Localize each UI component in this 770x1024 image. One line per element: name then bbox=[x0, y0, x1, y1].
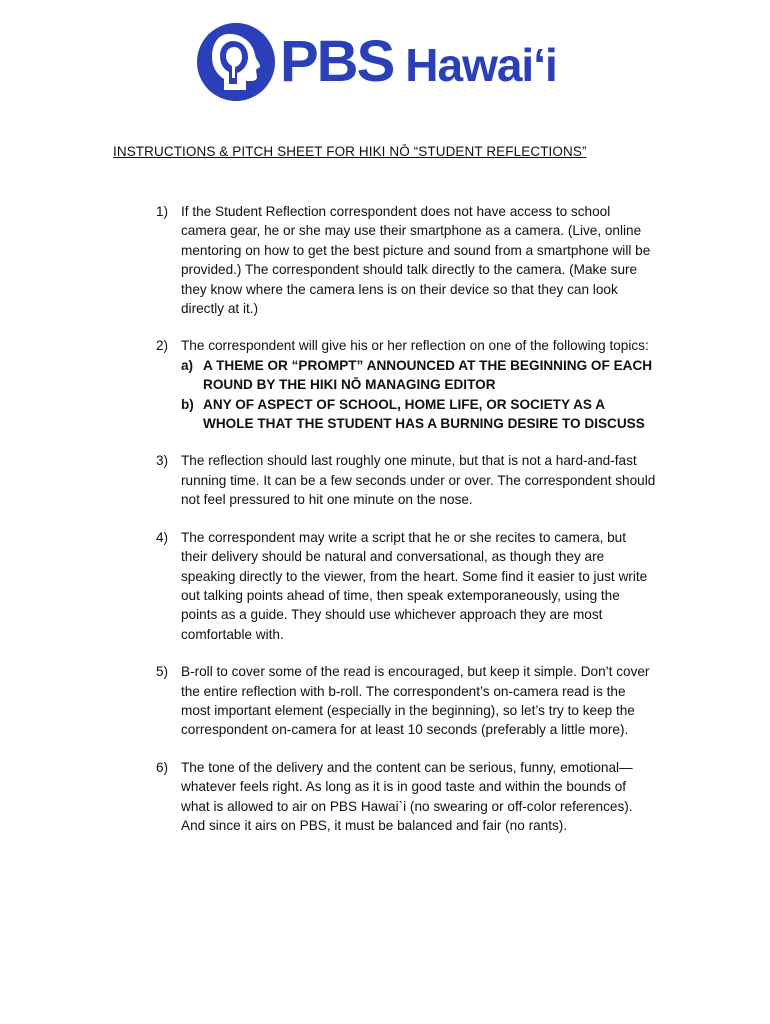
list-item bbox=[156, 336, 656, 433]
sub-item-letter: a) bbox=[181, 357, 194, 373]
item-text: The reflection should last roughly one minute, but that is not a hard-and-fast running time. It can be a few seconds under or over. The correspondent should not feel pressured to hit one minute on the nose. bbox=[181, 453, 656, 508]
list-item bbox=[156, 662, 656, 740]
pbs-hawaii-logo bbox=[196, 22, 557, 102]
sub-item bbox=[181, 395, 656, 434]
logo-wordmark-pbs: PBS bbox=[280, 29, 394, 94]
list-item bbox=[156, 451, 656, 509]
item-number: 1) bbox=[156, 204, 169, 219]
item-number: 3) bbox=[156, 453, 169, 469]
sub-item bbox=[181, 356, 656, 395]
item-text: The correspondent may write a script that he or she recites to camera, but their delivery should be natural and conversational, as though they are speaking directly to the viewer, from the heart. Some find it easier to just write out talking points ahead of time, then speak extemporaneously, using the points as a guide. They should use whichever approach they are most comfortable with. bbox=[181, 529, 648, 642]
document-title: INSTRUCTIONS & PITCH SHEET FOR HIKI NŌ “STUDENT REFLECTIONS” bbox=[113, 144, 587, 159]
item-number: 2) bbox=[156, 338, 169, 354]
list-item bbox=[156, 528, 656, 644]
item-number: 4) bbox=[156, 529, 169, 545]
sub-item-letter: b) bbox=[181, 396, 194, 412]
item-text: If the Student Reflection correspondent does not have access to school camera gear, he or she may use their smartphone as a camera. (Live, online mentoring on how to get the best picture and sound from a smartphone will be provided.) The correspondent should talk directly to the camera. (Make sure they know where the camera lens is on their device so that they can look directly at it.) bbox=[181, 204, 651, 317]
item-text: The correspondent will give his or her reflection on one of the following topics: bbox=[181, 338, 649, 354]
sub-item-text: A THEME OR “PROMPT” ANNOUNCED AT THE BEGINNING OF EACH ROUND BY THE HIKI NŌ MANAGING EDITOR bbox=[203, 357, 653, 393]
list-item bbox=[156, 202, 656, 318]
item-text: The tone of the delivery and the content can be serious, funny, emotional—whatever feels right. As long as it is in good taste and within the bounds of what is allowed to air on PBS Hawai`i (no swearing or off-color references). And since it airs on PBS, it must be balanced and fair (no rants). bbox=[181, 759, 633, 833]
item-text: B-roll to cover some of the read is encouraged, but keep it simple. Don’t cover the entire reflection with b-roll. The correspondent’s on-camera read is the most important element (especially in the beginning), so let’s try to keep the correspondent on-camera for at least 10 seconds (preferably a little more). bbox=[181, 664, 650, 738]
pbs-head-logo-icon bbox=[196, 22, 276, 102]
list-item bbox=[156, 758, 656, 836]
logo-wordmark-hawaii: Hawaiʻi bbox=[405, 39, 557, 91]
item-body bbox=[181, 336, 656, 433]
sub-item-text: ANY OF ASPECT OF SCHOOL, HOME LIFE, OR SOCIETY AS A WHOLE THAT THE STUDENT HAS A BURNING DESIRE TO DISCUSS bbox=[203, 396, 645, 432]
item-number: 5) bbox=[156, 664, 169, 680]
instruction-list bbox=[156, 202, 656, 853]
item-number: 6) bbox=[156, 759, 169, 775]
